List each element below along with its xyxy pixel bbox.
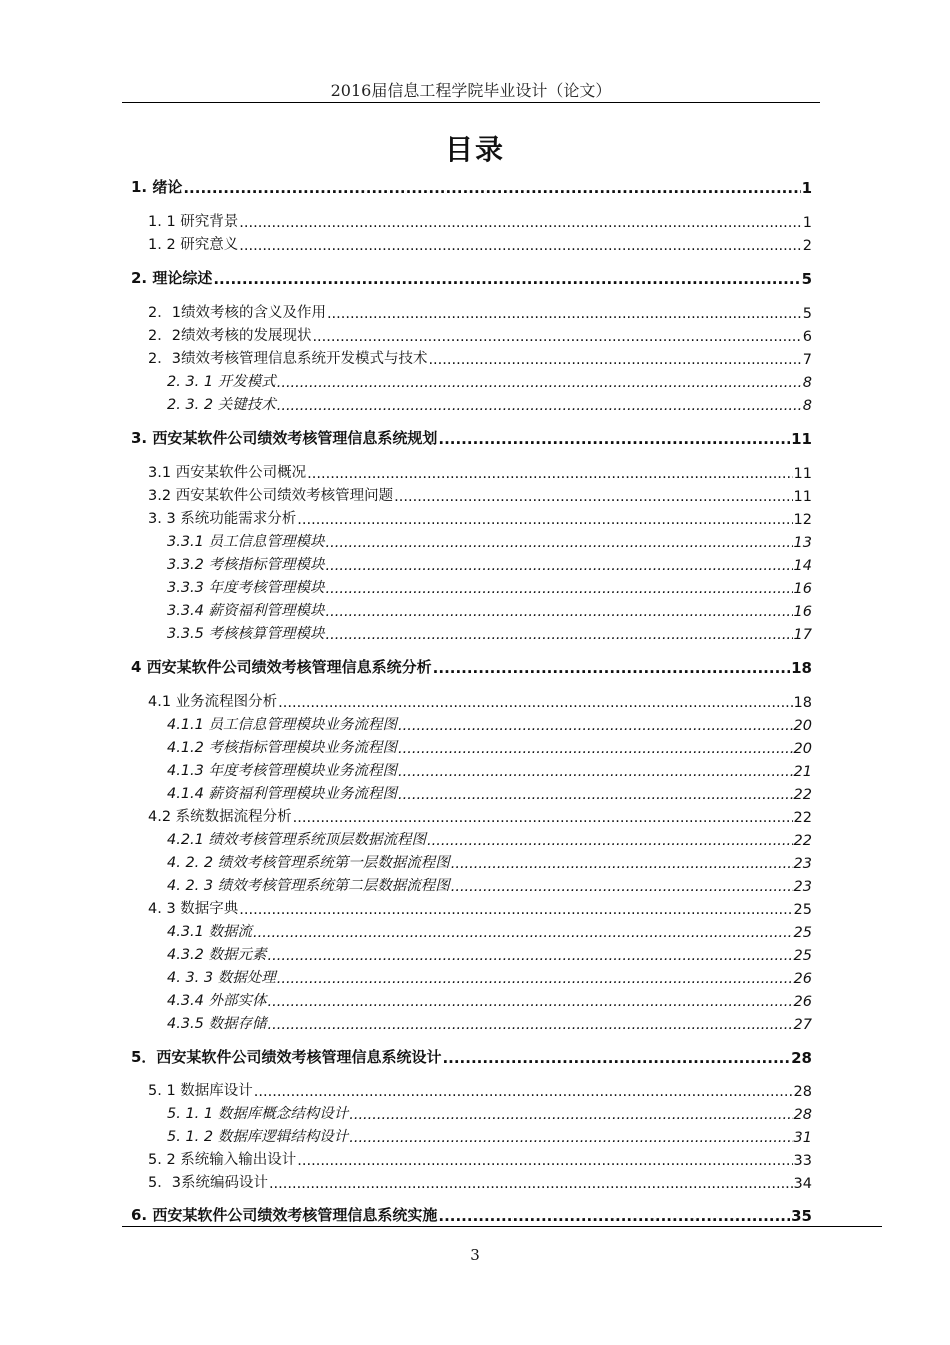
toc-entry-page: 2: [802, 238, 812, 254]
toc-entry[interactable]: [148, 346, 812, 368]
toc-entry-page: 11: [791, 430, 812, 448]
toc-entry[interactable]: [148, 323, 812, 345]
toc-entry-title: 5. 1 数据库设计: [148, 1083, 253, 1099]
toc-entry[interactable]: [167, 621, 812, 643]
toc-entry-title: 4.1.3 年度考核管理模块业务流程图: [167, 763, 398, 779]
toc-entry[interactable]: [131, 266, 812, 288]
dot-leader: [239, 215, 801, 231]
dot-leader: [297, 1153, 792, 1169]
toc-entry-title: 4. 2. 2 绩效考核管理系统第一层数据流程图: [167, 855, 450, 871]
toc-entry[interactable]: [167, 1101, 812, 1123]
toc-entry-page: 20: [793, 741, 812, 757]
toc-entry[interactable]: [167, 552, 812, 574]
dot-leader: [398, 718, 793, 734]
toc-entry-page: 6: [802, 329, 812, 345]
dot-leader: [277, 375, 802, 391]
toc-entry[interactable]: [148, 300, 812, 322]
toc-entry-page: 31: [793, 1130, 812, 1146]
toc-entry-page: 17: [793, 627, 812, 643]
toc-entry[interactable]: [167, 873, 812, 895]
toc-entry[interactable]: [167, 712, 812, 734]
toc-entry[interactable]: [167, 575, 812, 597]
toc-entry[interactable]: [148, 896, 812, 918]
toc-entry[interactable]: [167, 392, 812, 414]
toc-entry-title: 4.3.5 数据存储: [167, 1016, 267, 1032]
toc-entry[interactable]: [167, 369, 812, 391]
dot-leader: [451, 879, 793, 895]
dot-leader: [239, 902, 792, 918]
toc-entry-title: 3.1 西安某软件公司概况: [148, 465, 307, 481]
toc-entry-page: 13: [793, 535, 812, 551]
toc-entry-page: 16: [793, 604, 812, 620]
toc-entry-title: 4 西安某软件公司绩效考核管理信息系统分析: [131, 658, 432, 676]
toc-entry-page: 34: [793, 1176, 812, 1192]
toc-entry-page: 23: [793, 856, 812, 872]
toc-entry-page: 12: [793, 512, 812, 528]
dot-leader: [307, 466, 792, 482]
dot-leader: [451, 856, 793, 872]
toc-entry-title: 5. 1. 2 数据库逻辑结构设计: [167, 1129, 349, 1145]
toc-entry[interactable]: [167, 781, 812, 803]
toc-entry-page: 8: [802, 375, 812, 391]
toc-entry[interactable]: [148, 232, 812, 254]
toc-entry-page: 1: [801, 179, 812, 197]
toc-entry-title: 4. 3. 3 数据处理: [167, 970, 276, 986]
dot-leader: [398, 741, 793, 757]
toc-entry-page: 5: [802, 306, 812, 322]
toc-entry[interactable]: [148, 483, 812, 505]
toc-entry[interactable]: [167, 735, 812, 757]
toc-entry-page: 33: [793, 1153, 812, 1169]
dot-leader: [297, 512, 792, 528]
toc-entry-page: 22: [793, 787, 812, 803]
toc-entry-title: 3. 西安某软件公司绩效考核管理信息系统规划: [131, 429, 438, 447]
dot-leader: [433, 659, 790, 677]
toc-entry[interactable]: [167, 827, 812, 849]
dot-leader: [312, 329, 801, 345]
toc-entry-title: 3. 3 系统功能需求分析: [148, 511, 297, 527]
toc-entry-title: 3.3.2 考核指标管理模块: [167, 557, 325, 573]
toc-entry-page: 20: [793, 718, 812, 734]
toc-entry-page: 11: [793, 466, 812, 482]
dot-leader: [253, 925, 793, 941]
toc-entry-page: 25: [793, 925, 812, 941]
toc-entry[interactable]: [167, 919, 812, 941]
toc-entry-page: 22: [793, 833, 812, 849]
dot-leader: [349, 1107, 792, 1123]
toc-entry[interactable]: [148, 689, 812, 711]
toc-entry-page: 16: [793, 581, 812, 597]
page-number: 3: [470, 1246, 480, 1264]
dot-leader: [269, 1176, 793, 1192]
toc-entry-page: 22: [793, 810, 812, 826]
dot-leader: [327, 306, 802, 322]
toc-entry-page: 14: [793, 558, 812, 574]
toc-entry-title: 4.3.2 数据元素: [167, 947, 267, 963]
dot-leader: [394, 489, 792, 505]
toc-entry[interactable]: [148, 1078, 812, 1100]
dot-leader: [268, 994, 793, 1010]
toc-entry-title: 2. 3. 1 开发模式: [167, 374, 276, 390]
toc-entry[interactable]: [148, 1147, 812, 1169]
toc-entry-page: 25: [793, 902, 812, 918]
dot-leader: [398, 764, 793, 780]
toc-entry[interactable]: [131, 1203, 812, 1225]
dot-leader: [326, 604, 793, 620]
dot-leader: [278, 695, 792, 711]
toc-entry-title: 3.3.1 员工信息管理模块: [167, 534, 325, 550]
toc-entry-title: 4.1.1 员工信息管理模块业务流程图: [167, 717, 398, 733]
toc-entry-title: 5. 1. 1 数据库概念结构设计: [167, 1106, 349, 1122]
toc-entry-page: 27: [793, 1017, 812, 1033]
toc-entry-page: 5: [801, 270, 812, 288]
toc-entry-title: 4.1 业务流程图分析: [148, 694, 278, 710]
toc-entry[interactable]: [167, 965, 812, 987]
toc-entry-title: 4.1.2 考核指标管理模块业务流程图: [167, 740, 398, 756]
toc-entry-page: 18: [791, 659, 812, 677]
dot-leader: [293, 810, 793, 826]
toc-entry[interactable]: [167, 850, 812, 872]
toc-entry[interactable]: [131, 1045, 812, 1067]
toc-entry-page: 18: [793, 695, 812, 711]
dot-leader: [183, 179, 800, 197]
toc-entry[interactable]: [167, 529, 812, 551]
dot-leader: [326, 535, 793, 551]
toc-entry[interactable]: [148, 506, 812, 528]
dot-leader: [277, 971, 793, 987]
dot-leader: [268, 948, 793, 964]
dot-leader: [326, 627, 793, 643]
toc-entry[interactable]: [167, 758, 812, 780]
toc-entry-title: 3.3.4 薪资福利管理模块: [167, 603, 325, 619]
page-header: 2016届信息工程学院毕业设计（论文）: [330, 81, 612, 100]
toc-entry-page: 1: [802, 215, 812, 231]
toc-entry-title: 4.2.1 绩效考核管理系统顶层数据流程图: [167, 832, 427, 848]
toc-entry-title: 4. 2. 3 绩效考核管理系统第二层数据流程图: [167, 878, 450, 894]
toc-entry-title: 3.2 西安某软件公司绩效考核管理问题: [148, 488, 394, 504]
dot-leader: [277, 398, 802, 414]
toc-entry[interactable]: [148, 1170, 812, 1192]
toc-entry-title: 4. 3 数据字典: [148, 901, 239, 917]
dot-leader: [349, 1130, 792, 1146]
toc-entry-page: 8: [802, 398, 812, 414]
dot-leader: [428, 352, 801, 368]
toc-entry-title: 2. 3. 2 关键技术: [167, 397, 276, 413]
toc-entry[interactable]: [148, 460, 812, 482]
toc-entry-page: 21: [793, 764, 812, 780]
toc-entry[interactable]: [131, 175, 812, 197]
toc-entry-page: 28: [793, 1107, 812, 1123]
dot-leader: [239, 238, 801, 254]
footer-rule: [122, 1226, 882, 1227]
toc-entry[interactable]: [167, 598, 812, 620]
toc-entry-page: 23: [793, 879, 812, 895]
dot-leader: [398, 787, 793, 803]
toc-entry-title: 2．1绩效考核的含义及作用: [148, 305, 326, 321]
toc-entry-page: 28: [791, 1049, 812, 1067]
toc-entry-title: 4.1.4 薪资福利管理模块业务流程图: [167, 786, 398, 802]
dot-leader: [213, 270, 800, 288]
page-title: 目录: [444, 133, 505, 166]
dot-leader: [268, 1017, 793, 1033]
dot-leader: [438, 430, 790, 448]
toc-entry-title: 2．3绩效考核管理信息系统开发模式与技术: [148, 351, 428, 367]
toc-entry-page: 11: [793, 489, 812, 505]
toc-entry[interactable]: [148, 209, 812, 231]
toc-entry-page: 25: [793, 948, 812, 964]
toc-entry-page: 7: [802, 352, 812, 368]
toc-entry-title: 4.3.1 数据流: [167, 924, 253, 940]
toc-entry-title: 1. 绪论: [131, 178, 183, 196]
dot-leader: [427, 833, 793, 849]
toc-entry-page: 26: [793, 994, 812, 1010]
toc-entry-title: 2．2绩效考核的发展现状: [148, 328, 312, 344]
dot-leader: [438, 1207, 790, 1225]
dot-leader: [442, 1049, 790, 1067]
toc-entry-title: 3.3.3 年度考核管理模块: [167, 580, 325, 596]
toc-entry[interactable]: [167, 1124, 812, 1146]
toc-entry-title: 1. 1 研究背景: [148, 214, 239, 230]
toc-entry-title: 6. 西安某软件公司绩效考核管理信息系统实施: [131, 1206, 438, 1224]
toc-entry-title: 4.3.4 外部实体: [167, 993, 267, 1009]
toc-entry[interactable]: [148, 804, 812, 826]
toc-entry-title: 2. 理论综述: [131, 269, 213, 287]
dot-leader: [254, 1084, 793, 1100]
toc-entry-title: 4.2 系统数据流程分析: [148, 809, 292, 825]
dot-leader: [326, 558, 793, 574]
toc-entry[interactable]: [131, 426, 812, 448]
toc-entry-title: 5．西安某软件公司绩效考核管理信息系统设计: [131, 1048, 442, 1066]
toc-entry-title: 5．3系统编码设计: [148, 1175, 268, 1191]
toc-entry-title: 5. 2 系统输入输出设计: [148, 1152, 297, 1168]
toc-entry[interactable]: [131, 655, 812, 677]
toc-entry[interactable]: [167, 988, 812, 1010]
toc-entry-page: 28: [793, 1084, 812, 1100]
toc-entry-page: 35: [791, 1207, 812, 1225]
toc-entry[interactable]: [167, 1011, 812, 1033]
toc-entry-title: 1. 2 研究意义: [148, 237, 239, 253]
dot-leader: [326, 581, 793, 597]
toc-entry-title: 3.3.5 考核核算管理模块: [167, 626, 325, 642]
toc-entry[interactable]: [167, 942, 812, 964]
toc-entry-page: 26: [793, 971, 812, 987]
